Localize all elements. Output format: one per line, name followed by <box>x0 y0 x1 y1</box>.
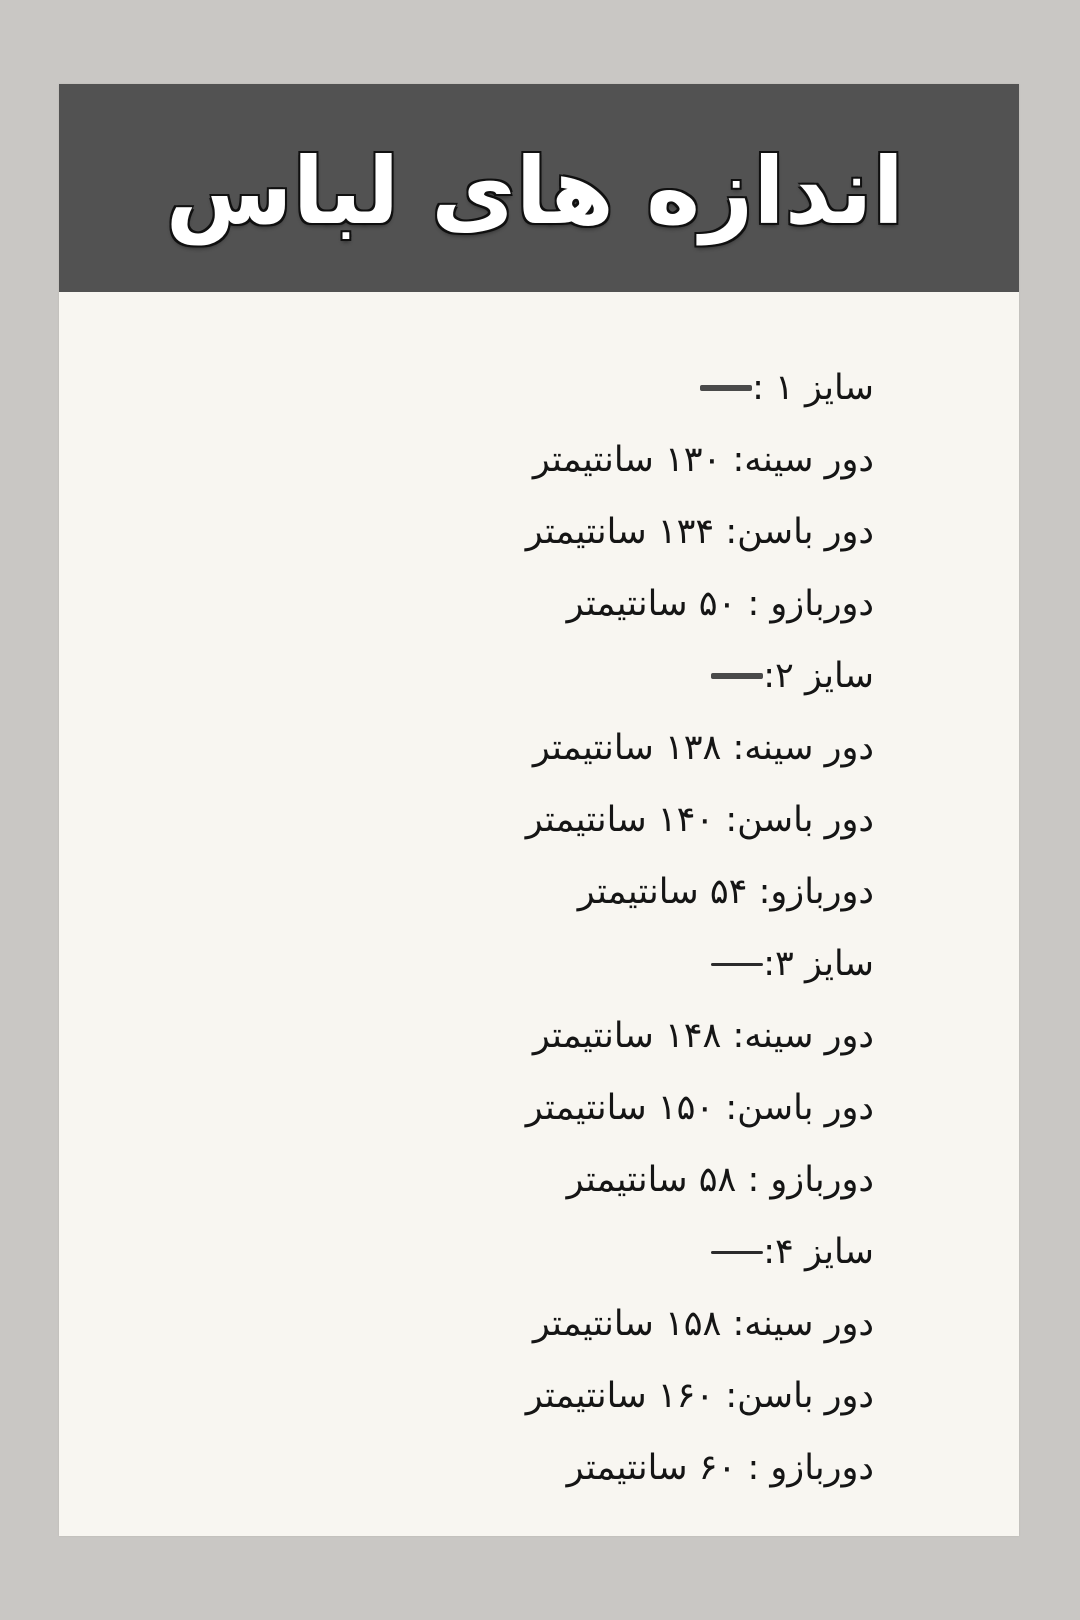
dash-icon <box>700 385 752 391</box>
chest-measurement: دور سینه: ۱۳۰ سانتیمتر <box>532 440 874 480</box>
page-title: اندازه های لباس <box>165 138 904 245</box>
size-label-text: سایز ۲: <box>763 656 874 696</box>
hip-measurement: دور باسن: ۱۳۴ سانتیمتر <box>525 512 874 552</box>
arm-measurement: دوربازو : ۵۰ سانتیمتر <box>566 584 874 624</box>
hip-measurement: دور باسن: ۱۶۰ سانتیمتر <box>525 1376 874 1416</box>
dash-icon <box>711 673 763 679</box>
size-label <box>174 640 874 712</box>
size-label <box>174 1216 874 1288</box>
arm-measurement: دوربازو: ۵۴ سانتیمتر <box>577 872 874 912</box>
hip-measurement: دور باسن: ۱۵۰ سانتیمتر <box>525 1088 874 1128</box>
size-label <box>174 928 874 1000</box>
arm-measurement: دوربازو : ۵۸ سانتیمتر <box>566 1160 874 1200</box>
chest-measurement: دور سینه: ۱۴۸ سانتیمتر <box>532 1016 874 1056</box>
size-chart-card <box>59 84 1019 1536</box>
hip-measurement: دور باسن: ۱۴۰ سانتیمتر <box>525 800 874 840</box>
size-label <box>174 352 874 424</box>
dash-icon <box>711 963 763 966</box>
size-label-text: سایز ۳: <box>763 944 874 984</box>
arm-measurement: دوربازو : ۶۰ سانتیمتر <box>566 1448 874 1488</box>
size-label-text: سایز ۴: <box>763 1232 874 1272</box>
dash-icon <box>711 1251 763 1254</box>
chest-measurement: دور سینه: ۱۳۸ سانتیمتر <box>532 728 874 768</box>
chest-measurement: دور سینه: ۱۵۸ سانتیمتر <box>532 1304 874 1344</box>
size-label-text: سایز ۱ : <box>752 368 874 408</box>
size-list <box>174 352 874 1504</box>
header-banner <box>59 84 1019 292</box>
